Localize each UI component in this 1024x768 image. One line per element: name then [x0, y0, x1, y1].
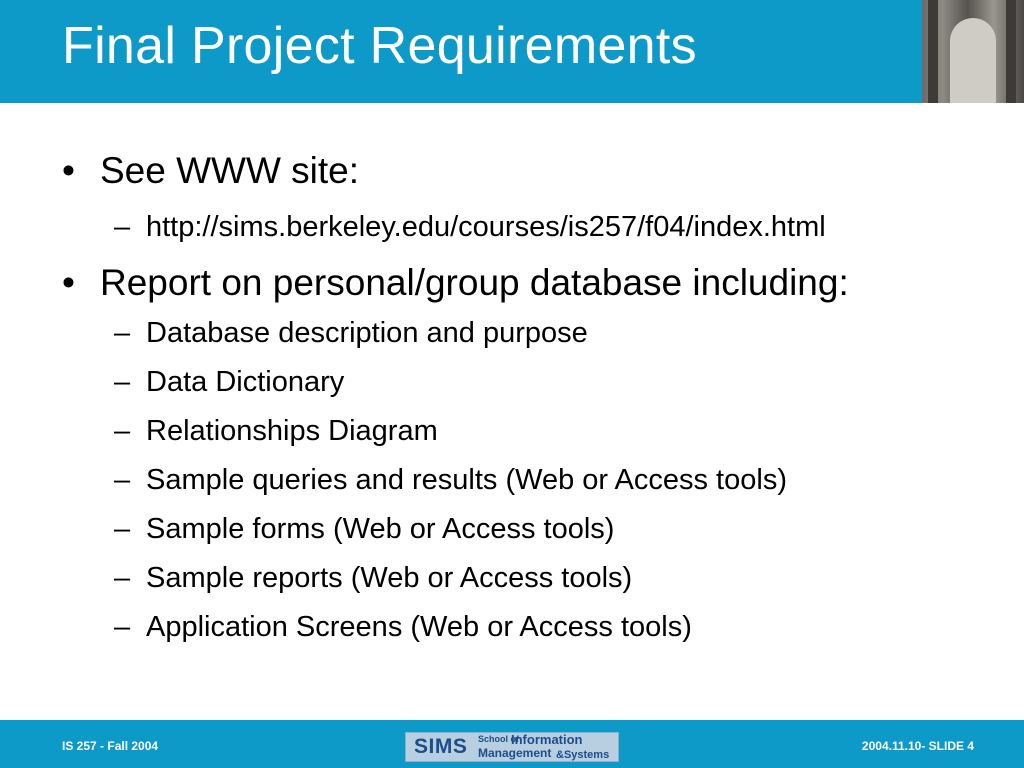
bullet-item [62, 150, 359, 192]
dash-marker: – [114, 562, 131, 594]
footer-bar [0, 720, 1024, 768]
dash-marker: – [114, 513, 131, 545]
sub-bullet-item [114, 512, 614, 546]
sub-bullet-item [114, 414, 438, 448]
sub-bullet-item [114, 365, 344, 399]
dash-marker: – [114, 611, 131, 643]
sub-bullet-item [114, 316, 588, 350]
slide-content [0, 140, 1024, 680]
sims-logo [405, 732, 619, 762]
photo-pillar-right [1006, 0, 1016, 103]
sub-bullet-item [114, 610, 692, 644]
sub-bullet-item [114, 463, 787, 497]
sub-bullet-text: Sample forms (Web or Access tools) [146, 513, 615, 545]
building-photo [922, 0, 1024, 103]
sub-bullet-text: Database description and purpose [146, 317, 588, 349]
header-bar [0, 0, 1024, 103]
logo-sims-text: SIMS [414, 735, 468, 758]
sub-bullet-item [114, 210, 826, 244]
sub-bullet-text: Sample queries and results (Web or Access tools) [146, 464, 787, 496]
dash-marker: – [114, 415, 131, 447]
logo-systems: &Systems [556, 749, 610, 761]
dash-marker: – [114, 366, 131, 398]
logo-management: Management [478, 746, 552, 760]
bullet-marker: • [62, 150, 75, 191]
slide-title: Final Project Requirements [62, 17, 697, 75]
course-label: IS 257 - Fall 2004 [62, 739, 159, 753]
sub-bullet-text: Data Dictionary [146, 366, 345, 398]
logo-information: Information [511, 732, 583, 747]
bullet-item [62, 262, 849, 304]
bullet-marker: • [62, 262, 75, 303]
bullet-text: Report on personal/group database including: [100, 262, 849, 303]
dash-marker: – [114, 211, 131, 243]
bullet-text: See WWW site: [100, 150, 360, 191]
photo-pillar-left [928, 0, 938, 103]
dash-marker: – [114, 464, 131, 496]
logo-school-of: School of [478, 734, 519, 744]
sub-bullet-text: http://sims.berkeley.edu/courses/is257/f04/index.html [146, 211, 826, 243]
sub-bullet-text: Sample reports (Web or Access tools) [146, 562, 633, 594]
sub-bullet-item [114, 561, 632, 595]
slide-number-label: 2004.11.10- SLIDE 4 [861, 739, 974, 753]
sub-bullet-text: Relationships Diagram [146, 415, 438, 447]
sub-bullet-text: Application Screens (Web or Access tools) [146, 611, 692, 643]
dash-marker: – [114, 317, 131, 349]
photo-arch [950, 18, 996, 103]
